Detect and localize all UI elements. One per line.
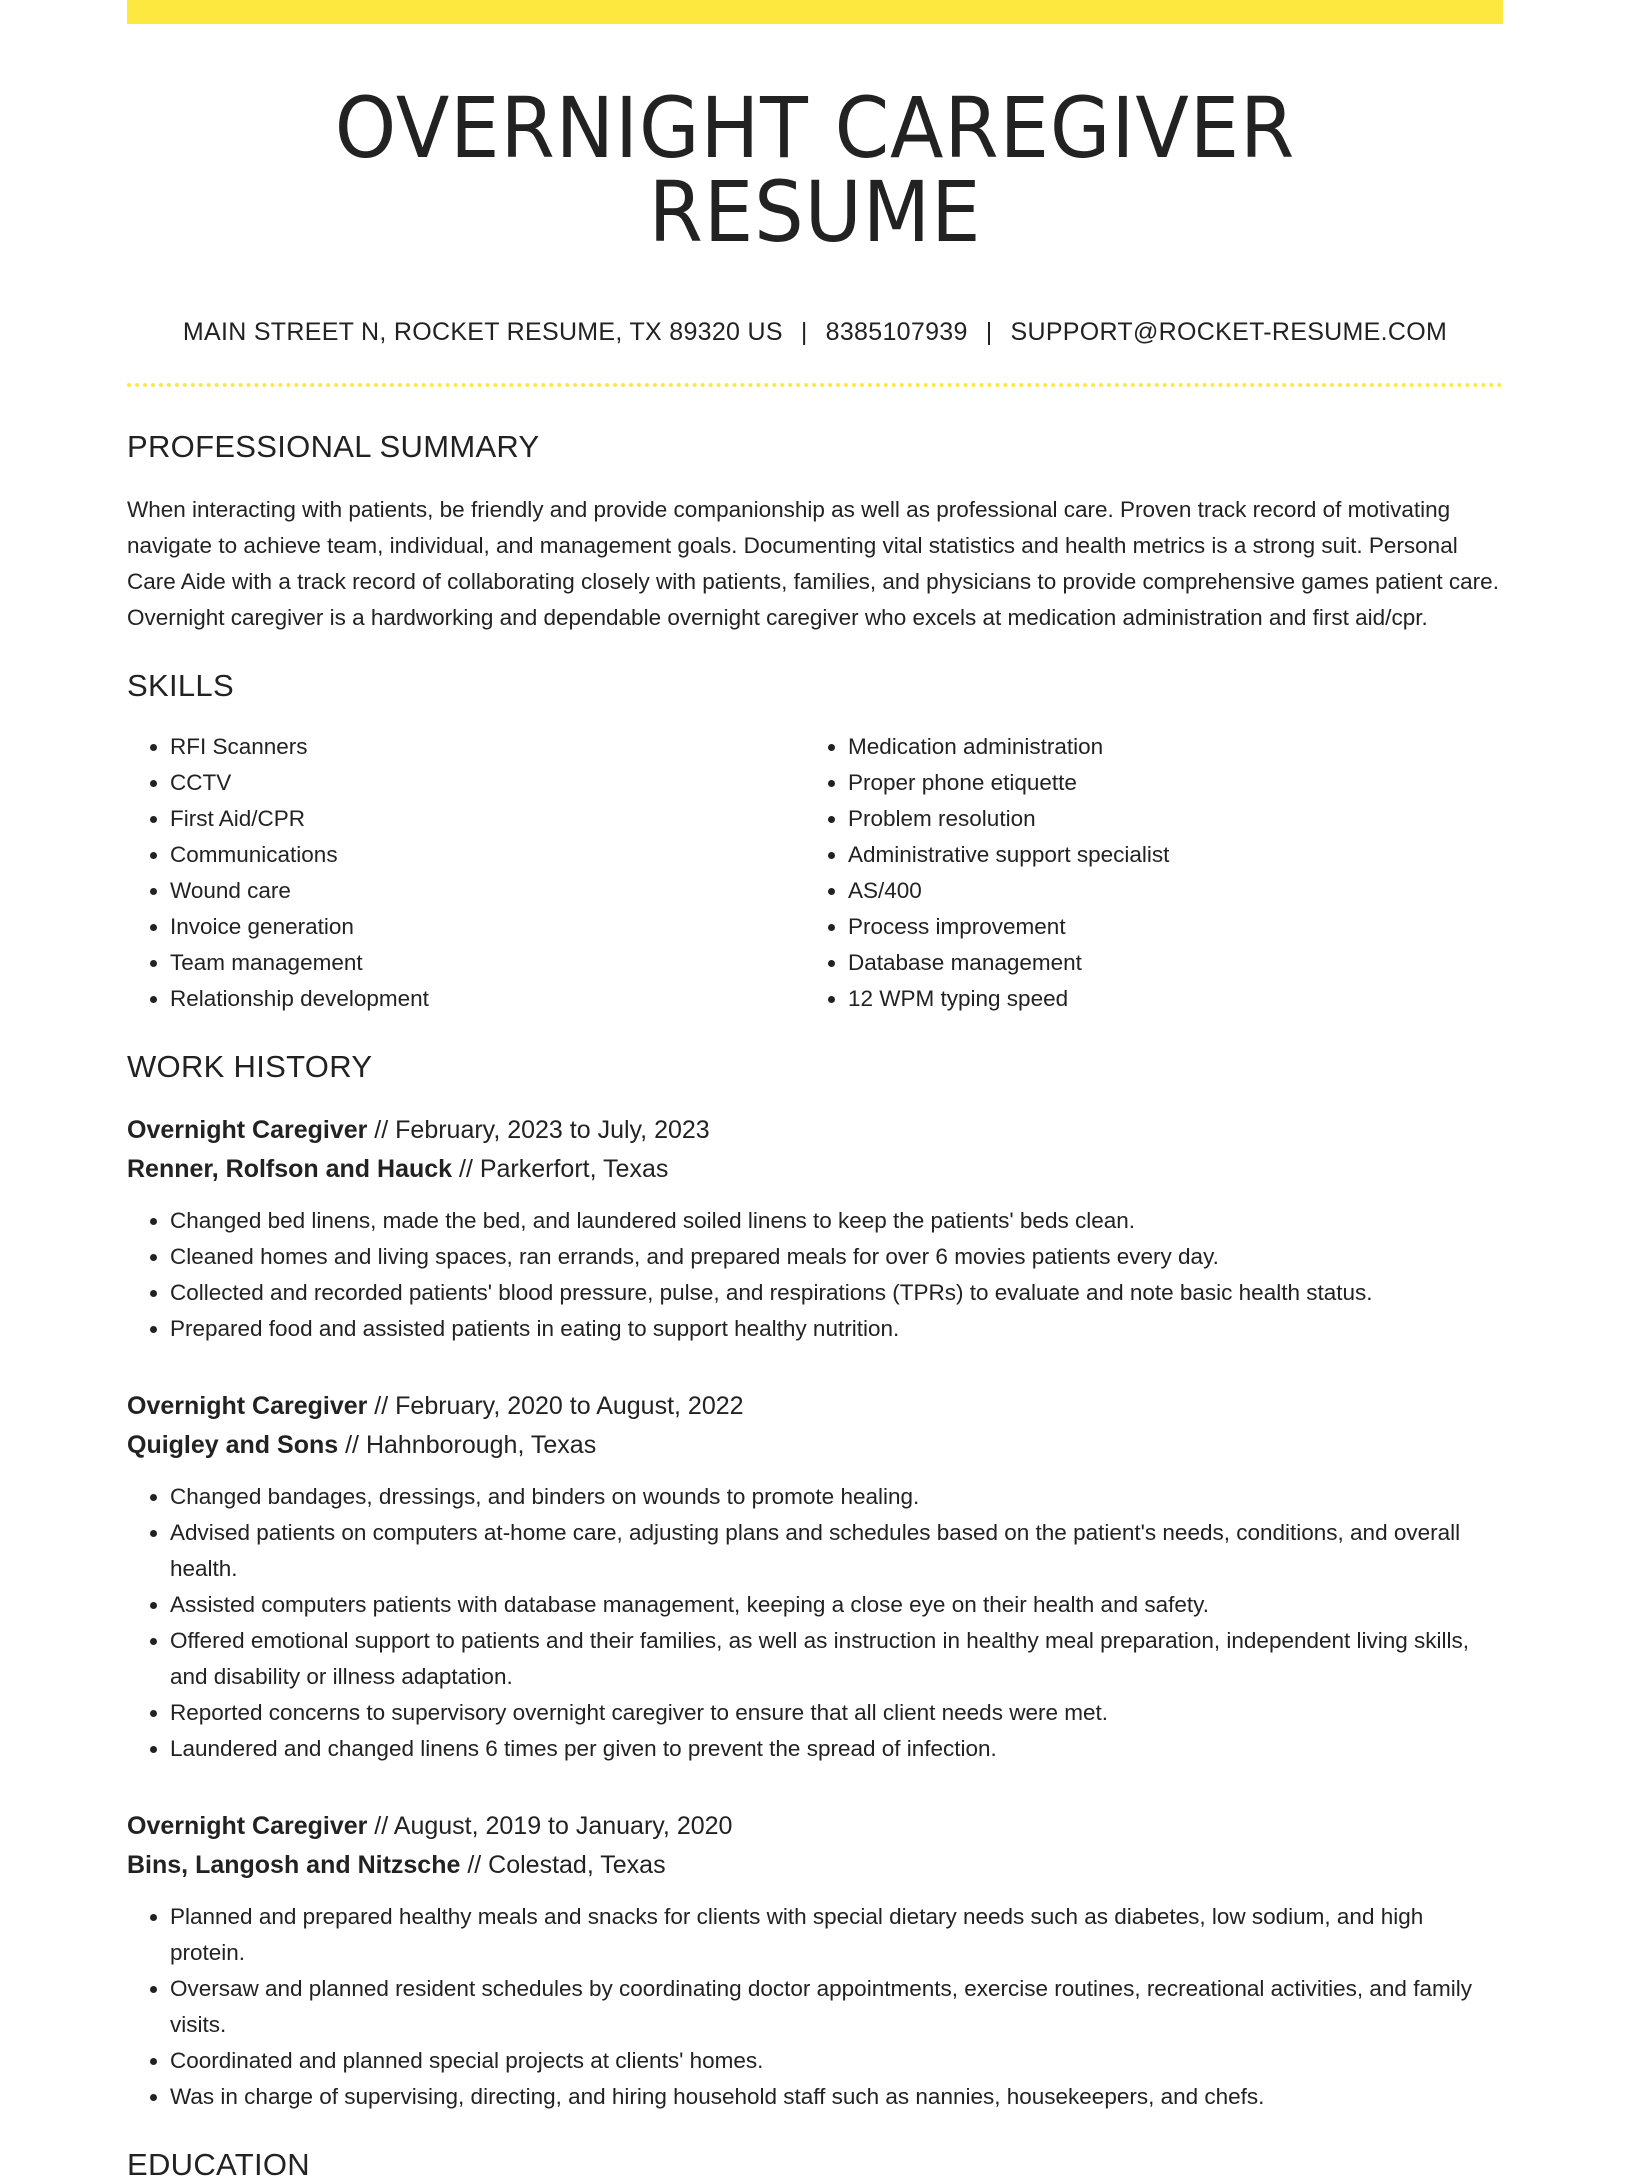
contact-email: SUPPORT@ROCKET-RESUME.COM <box>1010 318 1448 346</box>
contact-address: MAIN STREET N, ROCKET RESUME, TX 89320 US <box>182 318 783 346</box>
education-heading: EDUCATION <box>127 2147 310 2182</box>
job-title-line <box>127 1111 1503 1150</box>
job-location: // Parkerfort, Texas <box>452 1155 669 1183</box>
job-location: // Hahnborough, Texas <box>338 1431 597 1459</box>
duty-item: • Changed bed linens, made the bed, and laundered soiled linens to keep the patients' beds clean. <box>170 1203 1503 1239</box>
job-duties <box>127 1899 1503 2115</box>
job-title-line <box>127 1807 1503 1846</box>
skill-item: • RFI Scanners <box>170 729 805 765</box>
skills-list-right <box>805 729 1483 1017</box>
summary-heading: PROFESSIONAL SUMMARY <box>127 429 540 464</box>
skill-item: • Relationship development <box>170 981 805 1017</box>
job-entry <box>127 1111 1503 1347</box>
skill-item: • Problem resolution <box>848 801 1483 837</box>
duty-item: • Laundered and changed linens 6 times per given to prevent the spread of infection. <box>170 1731 1503 1767</box>
skill-item: • CCTV <box>170 765 805 801</box>
page-title: OVERNIGHT CAREGIVER RESUME <box>334 79 1296 261</box>
duty-item: • Oversaw and planned resident schedules by coordinating doctor appointments, exercise routines, recreational activities, and family visits. <box>170 1971 1503 2043</box>
duty-item: • Prepared food and assisted patients in eating to support healthy nutrition. <box>170 1311 1503 1347</box>
job-entry <box>127 1807 1503 2115</box>
job-entry <box>127 1387 1503 1767</box>
job-role: Overnight Caregiver <box>127 1116 368 1144</box>
skill-item: • Medication administration <box>848 729 1483 765</box>
job-company: Quigley and Sons <box>127 1431 339 1459</box>
duty-item: • Offered emotional support to patients and their families, as well as instruction in healthy meal preparation, independent living skills, and disability or illness adaptation. <box>170 1623 1503 1695</box>
dotted-divider <box>127 383 1503 387</box>
duty-item: • Assisted computers patients with database management, keeping a close eye on their health and safety. <box>170 1587 1503 1623</box>
job-duties <box>127 1479 1503 1767</box>
job-location: // Colestad, Texas <box>460 1851 666 1879</box>
work-history-heading: WORK HISTORY <box>127 1049 373 1084</box>
contact-phone: 8385107939 <box>825 318 968 346</box>
resume-page <box>127 0 1503 2183</box>
job-duties <box>127 1203 1503 1347</box>
skill-item: • Team management <box>170 945 805 981</box>
skill-item: • First Aid/CPR <box>170 801 805 837</box>
job-dates: // February, 2020 to August, 2022 <box>367 1392 744 1420</box>
job-company-line <box>127 1426 1503 1465</box>
skill-item: • Communications <box>170 837 805 873</box>
job-company-line <box>127 1846 1503 1885</box>
job-company: Renner, Rolfson and Hauck <box>127 1155 453 1183</box>
job-dates: // February, 2023 to July, 2023 <box>367 1116 710 1144</box>
skill-item: • 12 WPM typing speed <box>848 981 1483 1017</box>
skill-item: • Administrative support specialist <box>848 837 1483 873</box>
duty-item: • Reported concerns to supervisory overnight caregiver to ensure that all client needs were met. <box>170 1695 1503 1731</box>
duty-item: • Planned and prepared healthy meals and snacks for clients with special dietary needs such as diabetes, low sodium, and high protein. <box>170 1899 1503 1971</box>
job-role: Overnight Caregiver <box>127 1812 368 1840</box>
contact-separator: | <box>985 318 993 346</box>
job-dates: // August, 2019 to January, 2020 <box>367 1812 733 1840</box>
duty-item: • Coordinated and planned special projects at clients' homes. <box>170 2043 1503 2079</box>
duty-item: • Was in charge of supervising, directing, and hiring household staff such as nannies, housekeepers, and chefs. <box>170 2079 1503 2115</box>
contact-separator: | <box>800 318 808 346</box>
skill-item: • Proper phone etiquette <box>848 765 1483 801</box>
duty-item: • Cleaned homes and living spaces, ran errands, and prepared meals for over 6 movies patients every day. <box>170 1239 1503 1275</box>
skill-item: • Process improvement <box>848 909 1483 945</box>
contact-line <box>127 318 1503 347</box>
job-company-line <box>127 1150 1503 1189</box>
skill-item: • Invoice generation <box>170 909 805 945</box>
summary-text: When interacting with patients, be friendly and provide companionship as well as professional care. Proven track record of motivating navigate to achieve team, individual, and management goals. Documenting vital statistics and health metrics is a strong suit. Personal Care Aide with a track record of collaborating closely with patients, families, and physicians to provide comprehensive games patient care. Overnight caregiver is a hardworking and dependable overnight caregiver who excels at medication administration and first aid/cpr. <box>127 497 1499 630</box>
duty-item: • Collected and recorded patients' blood pressure, pulse, and respirations (TPRs) to evaluate and note basic health status. <box>170 1275 1503 1311</box>
job-role: Overnight Caregiver <box>127 1392 368 1420</box>
skills-list-left <box>127 729 805 1017</box>
accent-top-bar <box>127 0 1503 24</box>
skills-heading: SKILLS <box>127 668 234 703</box>
job-title-line <box>127 1387 1503 1426</box>
skill-item: • Database management <box>848 945 1483 981</box>
skill-item: • Wound care <box>170 873 805 909</box>
skill-item: • AS/400 <box>848 873 1483 909</box>
job-company: Bins, Langosh and Nitzsche <box>127 1851 461 1879</box>
skills-columns <box>127 729 1503 1017</box>
duty-item: • Advised patients on computers at-home care, adjusting plans and schedules based on the patient's needs, conditions, and overall health. <box>170 1515 1503 1587</box>
duty-item: • Changed bandages, dressings, and binders on wounds to promote healing. <box>170 1479 1503 1515</box>
